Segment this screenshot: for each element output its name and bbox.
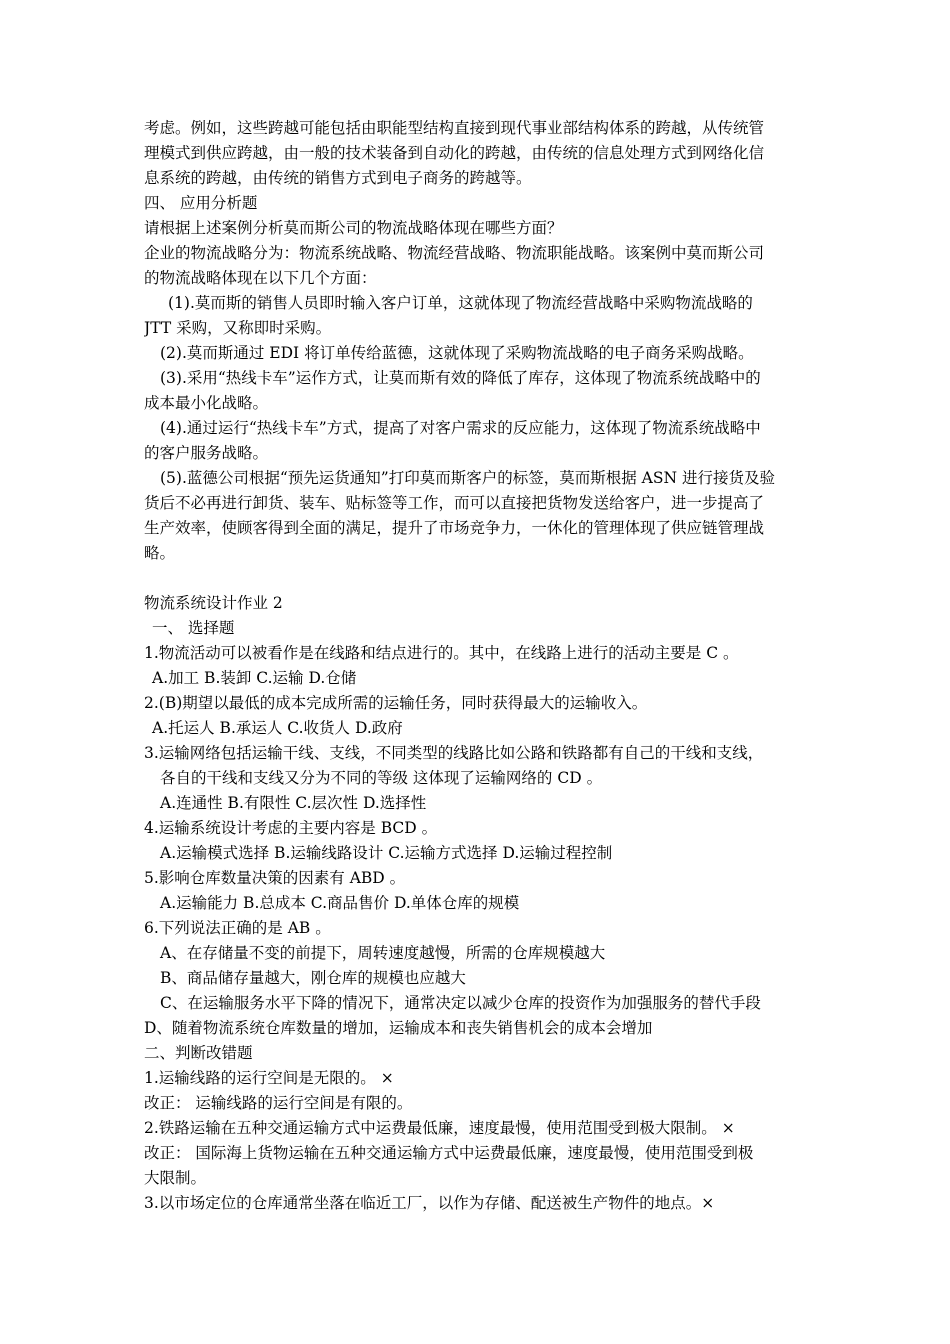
question-4-options: A.运输模式选择 B.运输线路设计 C.运输方式选择 D.运输过程控制 <box>160 844 613 862</box>
assignment-title: 物流系统设计作业 2 <box>144 594 283 612</box>
question-2: 2.(B)期望以最低的成本完成所需的运输任务，同时获得最大的运输收入。 <box>144 694 648 712</box>
judge-3: 3.以市场定位的仓库通常坐落在临近工厂，以作为存储、配送被生产物件的地点。× <box>144 1194 715 1212</box>
intro-line-3: 息系统的跨越，由传统的销售方式到电子商务的跨越等。 <box>144 169 532 187</box>
section-four-heading: 四、 应用分析题 <box>144 194 258 212</box>
judge-2-correction-line-2: 大限制。 <box>144 1169 207 1187</box>
section-spacer <box>144 566 810 591</box>
choice-heading: 一、 选择题 <box>152 619 235 637</box>
question-3-line-2: 各自的干线和支线又分为不同的等级 这体现了运输网络的 CD 。 <box>160 769 603 787</box>
judge-1: 1.运输线路的运行空间是无限的。 × <box>144 1069 394 1087</box>
intro-line-1: 考虑。例如，这些跨越可能包括由职能型结构直接到现代事业部结构体系的跨越，从传统管 <box>144 119 765 137</box>
question-6: 6.下列说法正确的是 AB 。 <box>144 919 331 937</box>
point-3-line-1: (3).采用“热线卡车”运作方式，让莫而斯有效的降低了库存，这体现了物流系统战略中的 <box>160 369 761 387</box>
point-5-line-2: 货后不必再进行卸货、装车、贴标签等工作，而可以直接把货物发送给客户，进一步提高了 <box>144 494 765 512</box>
question-2-options: A.托运人 B.承运人 C.收货人 D.政府 <box>152 719 403 737</box>
point-5-line-4: 略。 <box>144 544 176 562</box>
case-question: 请根据上述案例分析莫而斯公司的物流战略体现在哪些方面？ <box>144 219 563 237</box>
intro-line-2: 理模式到供应跨越，由一般的技术装备到自动化的跨越，由传统的信息处理方式到网络化信 <box>144 144 765 162</box>
point-1-line-1: (1).莫而斯的销售人员即时输入客户订单，这就体现了物流经营战略中采购物流战略的 <box>168 294 753 312</box>
question-3-options: A.连通性 B.有限性 C.层次性 D.选择性 <box>160 794 427 812</box>
judge-heading: 二、判断改错题 <box>144 1044 253 1062</box>
point-1-line-2: JTT 采购，又称即时采购。 <box>144 319 332 337</box>
point-2-line-1: (2).莫而斯通过 EDI 将订单传给蓝德，这就体现了采购物流战略的电子商务采购战略。 <box>160 344 754 362</box>
question-4: 4.运输系统设计考虑的主要内容是 BCD 。 <box>144 819 438 837</box>
question-3-line-1: 3.运输网络包括运输干线、支线，不同类型的线路比如公路和铁路都有自己的干线和支线， <box>144 744 764 762</box>
judge-2-correction-line-1: 改正： 国际海上货物运输在五种交通运输方式中运费最低廉，速度最慢，使用范围受到极 <box>144 1144 754 1162</box>
point-4-line-2: 的客户服务战略。 <box>144 444 269 462</box>
question-5: 5.影响仓库数量决策的因素有 ABD 。 <box>144 869 406 887</box>
point-5-line-1: (5).蓝德公司根据“预先运货通知”打印莫而斯客户的标签，莫而斯根据 ASN 进行接货及验 <box>160 469 775 487</box>
point-5-line-3: 生产效率，使顾客得到全面的满足，提升了市场竞争力，一休化的管理体现了供应链管理战 <box>144 519 765 537</box>
point-4-line-1: (4).通过运行“热线卡车”方式，提高了对客户需求的反应能力，这体现了物流系统战略中 <box>160 419 761 437</box>
question-6-option-b: B、商品储存量越大，刚仓库的规模也应越大 <box>160 969 466 987</box>
question-6-option-d: D、随着物流系统仓库数量的增加，运输成本和丧失销售机会的成本会增加 <box>144 1019 653 1037</box>
answer-intro-line-2: 的物流战略体现在以下几个方面： <box>144 269 377 287</box>
question-6-option-c: C、在运输服务水平下降的情况下，通常决定以减少仓库的投资作为加强服务的替代手段 <box>160 994 761 1012</box>
judge-2: 2.铁路运输在五种交通运输方式中运费最低廉，速度最慢，使用范围受到极大限制。 × <box>144 1119 735 1137</box>
judge-1-correction: 改正： 运输线路的运行空间是有限的。 <box>144 1094 413 1112</box>
question-1: 1.物流活动可以被看作是在线路和结点进行的。其中，在线路上进行的活动主要是 C 。 <box>144 644 739 662</box>
question-5-options: A.运输能力 B.总成本 C.商品售价 D.单体仓库的规模 <box>160 894 520 912</box>
point-3-line-2: 成本最小化战略。 <box>144 394 269 412</box>
question-6-option-a: A、在存储量不变的前提下，周转速度越慢，所需的仓库规模越大 <box>160 944 606 962</box>
answer-intro-line-1: 企业的物流战略分为：物流系统战略、物流经营战略、物流职能战略。该案例中莫而斯公司 <box>144 244 765 262</box>
question-1-options: A.加工 B.装卸 C.运输 D.仓储 <box>152 669 357 687</box>
